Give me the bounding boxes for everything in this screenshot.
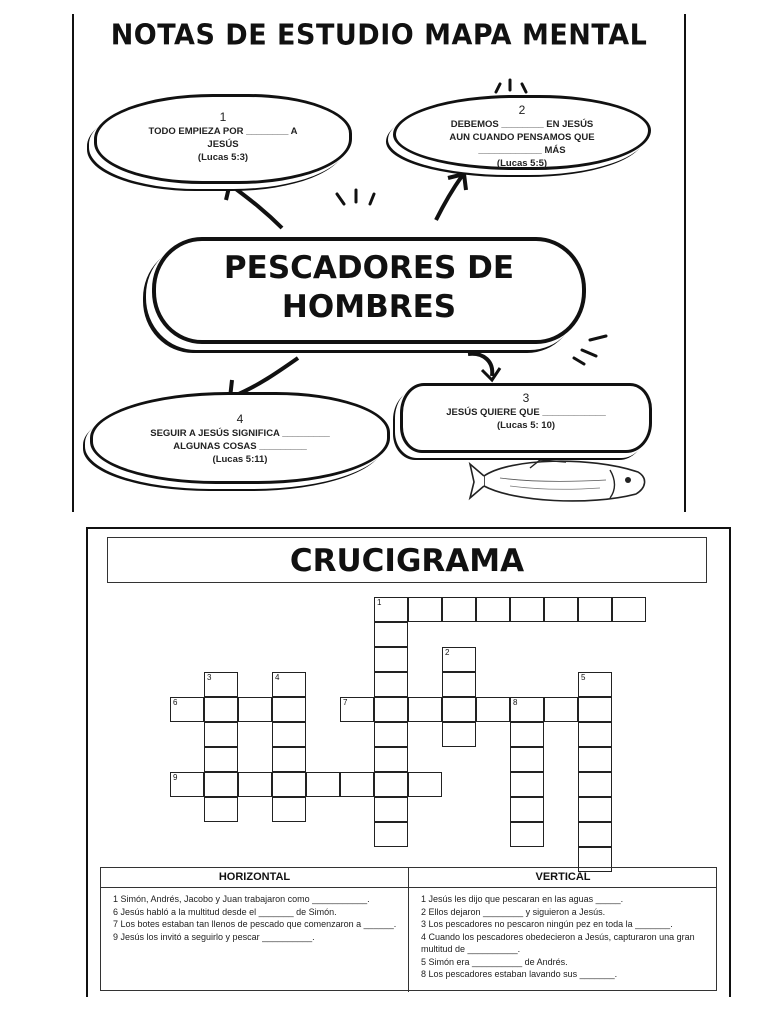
- crossword-cell[interactable]: [306, 772, 340, 797]
- crossword-cell[interactable]: [510, 822, 544, 847]
- crossword-cell[interactable]: [204, 697, 238, 722]
- crossword-cell[interactable]: [238, 772, 272, 797]
- clue-horizontal-7: 7 Los botes estaban tan llenos de pescado que comenzaron a ______.: [113, 919, 397, 929]
- clues-table: [100, 867, 717, 991]
- bubble-text-line: JESÚS QUIERE QUE ____________: [446, 407, 606, 418]
- crossword-cell[interactable]: [442, 672, 476, 697]
- bubble-text-line: TODO EMPIEZA POR ________ A: [148, 126, 298, 137]
- crossword-cell[interactable]: [170, 772, 204, 797]
- crossword-clue-number: 8: [513, 698, 518, 707]
- crossword-cell[interactable]: [374, 797, 408, 822]
- mind-map-bubble-2: [393, 95, 651, 170]
- crossword-cell[interactable]: [442, 722, 476, 747]
- crossword-cell[interactable]: [510, 597, 544, 622]
- bubble-text-line: JESÚS: [207, 139, 239, 150]
- bubble-number: 3: [522, 391, 530, 405]
- crossword-cell[interactable]: [510, 797, 544, 822]
- mind-map-title: NOTAS DE ESTUDIO MAPA MENTAL: [110, 19, 648, 52]
- clue-vertical-5: 5 Simón era __________ de Andrés.: [421, 956, 568, 967]
- crossword-cell[interactable]: [272, 722, 306, 747]
- crossword-title: CRUCIGRAMA: [289, 543, 525, 579]
- arrow-to-bubble-1: [232, 186, 282, 228]
- fish-icon: [470, 460, 645, 501]
- crossword-cell[interactable]: [612, 597, 646, 622]
- clue-horizontal-6: 6 Jesús habló a la multitud desde el _______ de Simón.: [113, 906, 337, 917]
- crossword-cell[interactable]: [578, 597, 612, 622]
- crossword-cell[interactable]: [272, 697, 306, 722]
- mind-map-bubble-1: [94, 94, 352, 184]
- sparkle-marks-right: [574, 336, 606, 364]
- crossword-clue-number: 2: [445, 648, 450, 657]
- crossword-cell[interactable]: [204, 747, 238, 772]
- bubble-number: 4: [236, 412, 244, 426]
- crossword-cell[interactable]: [408, 697, 442, 722]
- crossword-clue-number: 4: [275, 673, 280, 682]
- bubble-reference: (Lucas 5:11): [212, 454, 268, 465]
- crossword-cell[interactable]: [578, 672, 612, 697]
- crossword-cell[interactable]: [544, 697, 578, 722]
- vertical-clues: [409, 868, 717, 992]
- clue-vertical-3: 3 Los pescadores no pescaron ningún pez en toda la _______.: [421, 919, 673, 929]
- bubble-reference: (Lucas 5:3): [197, 152, 249, 163]
- bubble-text-line: AUN CUANDO PENSAMOS QUE: [449, 132, 595, 143]
- crossword-cell[interactable]: [442, 597, 476, 622]
- crossword-cell[interactable]: [204, 722, 238, 747]
- central-topic-bubble: [152, 237, 586, 344]
- crossword-cell[interactable]: [510, 772, 544, 797]
- crossword-cell[interactable]: [476, 597, 510, 622]
- crossword-cell[interactable]: [510, 697, 544, 722]
- crossword-clue-number: 5: [581, 673, 586, 682]
- crossword-title-box: [107, 537, 707, 583]
- crossword-clue-number: 3: [207, 673, 212, 682]
- arrow-to-bubble-2: [436, 176, 462, 220]
- crossword-cell[interactable]: [340, 772, 374, 797]
- clue-vertical-8: 8 Los pescadores estaban lavando sus _______.: [421, 969, 618, 979]
- horizontal-clues: [101, 868, 409, 992]
- crossword-cell[interactable]: [544, 597, 578, 622]
- bubble-number: 2: [518, 103, 526, 117]
- crossword-cell[interactable]: [442, 697, 476, 722]
- crossword-cell[interactable]: [272, 772, 306, 797]
- crossword-cell[interactable]: [374, 772, 408, 797]
- bubble-number: 1: [219, 110, 227, 124]
- crossword-cell[interactable]: [578, 697, 612, 722]
- central-topic-line-2: HOMBRES: [281, 289, 457, 325]
- crossword-cell[interactable]: [476, 697, 510, 722]
- bubble-text-line: ALGUNAS COSAS _________: [173, 441, 307, 452]
- crossword-cell[interactable]: [442, 647, 476, 672]
- crossword-clue-number: 1: [377, 598, 382, 607]
- crossword-cell[interactable]: [238, 697, 272, 722]
- crossword-cell[interactable]: [578, 822, 612, 847]
- crossword-cell[interactable]: [374, 697, 408, 722]
- clue-vertical-1: 1 Jesús les dijo que pescaran en las aguas _____.: [421, 894, 624, 904]
- crossword-cell[interactable]: [510, 722, 544, 747]
- bubble-reference: (Lucas 5: 10): [496, 420, 556, 431]
- clue-horizontal-9: 9 Jesús los invitó a seguirlo y pescar __________.: [113, 931, 315, 942]
- central-topic-line-1: PESCADORES DE: [223, 250, 515, 286]
- arrow-to-bubble-4: [234, 358, 298, 396]
- crossword-cell[interactable]: [374, 672, 408, 697]
- bubble-reference: (Lucas 5:5): [496, 158, 548, 169]
- bubble-text-line: ____________ MÁS: [478, 145, 566, 156]
- crossword-cell[interactable]: [578, 797, 612, 822]
- crossword-cell[interactable]: [578, 747, 612, 772]
- mind-map-bubble-3: [400, 383, 652, 453]
- crossword-cell[interactable]: [578, 722, 612, 747]
- clue-vertical-2: 2 Ellos dejaron ________ y siguieron a Jesús.: [421, 906, 606, 917]
- crossword-cell[interactable]: [204, 672, 238, 697]
- vertical-header: VERTICAL: [409, 868, 717, 888]
- crossword-cell[interactable]: [374, 722, 408, 747]
- crossword-clue-number: 9: [173, 773, 178, 782]
- bubble-text-line: DEBEMOS ________ EN JESÚS: [450, 119, 594, 130]
- clue-vertical-4: 4 Cuando los pescadores obedecieron a Jesús, capturaron una gran multitud de __________.: [421, 931, 695, 954]
- bubble-text-line: SEGUIR A JESÚS SIGNIFICA _________: [150, 428, 330, 439]
- horizontal-header: HORIZONTAL: [101, 868, 408, 888]
- crossword-cell[interactable]: [272, 672, 306, 697]
- crossword-cell[interactable]: [374, 747, 408, 772]
- clue-horizontal-1: 1 Simón, Andrés, Jacobo y Juan trabajaron como ___________.: [113, 894, 370, 904]
- crossword-cell[interactable]: [272, 797, 306, 822]
- crossword-cell[interactable]: [578, 772, 612, 797]
- crossword-cell[interactable]: [374, 647, 408, 672]
- crossword-cell[interactable]: [510, 747, 544, 772]
- mind-map-bubble-4: [90, 392, 390, 484]
- crossword-cell[interactable]: [204, 797, 238, 822]
- crossword-cell[interactable]: [204, 772, 238, 797]
- crossword-cell[interactable]: [408, 772, 442, 797]
- crossword-cell[interactable]: [272, 747, 306, 772]
- crossword-cell[interactable]: [408, 597, 442, 622]
- arrow-to-bubble-3: [468, 354, 492, 376]
- crossword-cell[interactable]: [374, 597, 408, 622]
- crossword-cell[interactable]: [340, 697, 374, 722]
- crossword-cell[interactable]: [374, 822, 408, 847]
- crossword-cell[interactable]: [170, 697, 204, 722]
- crossword-cell[interactable]: [374, 622, 408, 647]
- crossword-clue-number: 6: [173, 698, 178, 707]
- crossword-clue-number: 7: [343, 698, 348, 707]
